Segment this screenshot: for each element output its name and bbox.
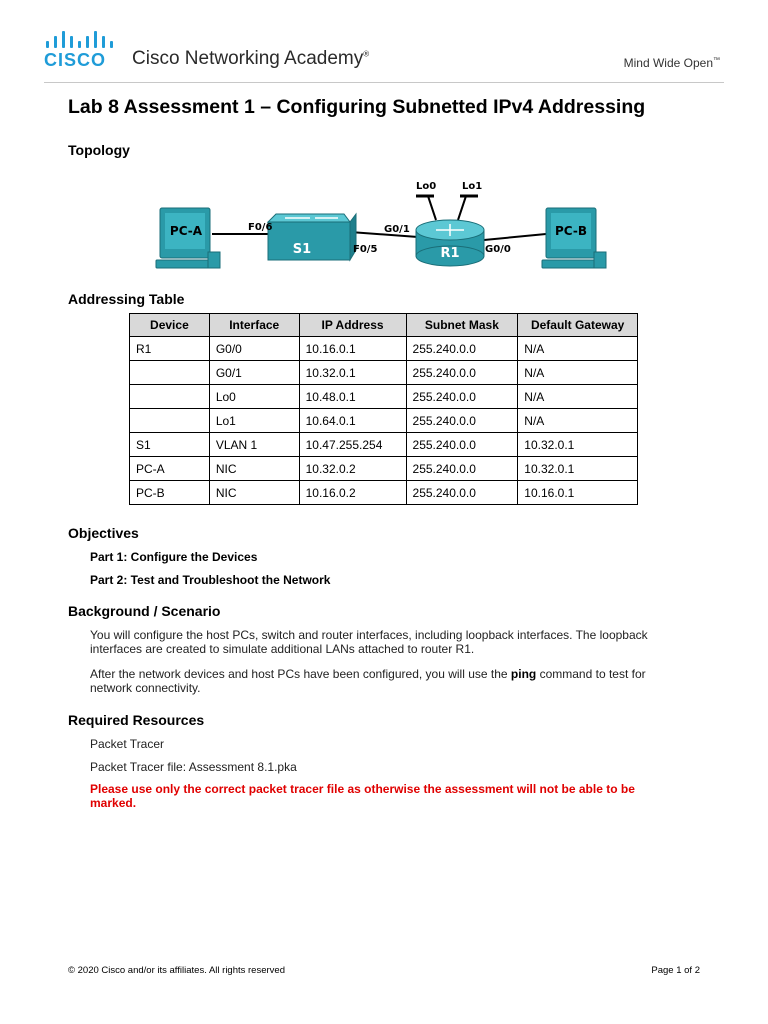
table-cell: 10.16.0.1	[299, 337, 406, 361]
table-row	[130, 433, 638, 457]
lo0-label: Lo0	[416, 181, 437, 192]
table-row	[130, 457, 638, 481]
background-heading: Background / Scenario	[68, 603, 221, 619]
table-cell: 255.240.0.0	[406, 385, 518, 409]
document-title: Lab 8 Assessment 1 – Configuring Subnetted IPv4 Addressing	[68, 96, 646, 118]
warning-note: Please use only the correct packet tracer file as otherwise the assessment will not be able to be marked.	[90, 782, 635, 810]
table-cell: N/A	[518, 385, 638, 409]
router-r1-label: R1	[440, 246, 460, 261]
cisco-logo	[44, 30, 116, 70]
lo0-stub	[428, 196, 436, 220]
footer-copyright: © 2020 Cisco and/or its affiliates. All rights reserved	[68, 965, 285, 976]
table-cell: N/A	[518, 409, 638, 433]
table-cell: VLAN 1	[209, 433, 299, 457]
topology-heading: Topology	[68, 142, 130, 158]
table-cell: 10.47.255.254	[299, 433, 406, 457]
background-paragraph-1: You will configure the host PCs, switch and router interfaces, including loopback interfaces. The loopback interfaces are created to simulate additional LANs attached to router R1.	[90, 628, 648, 656]
table-cell: 10.16.0.2	[299, 481, 406, 505]
table-row	[130, 481, 638, 505]
table-cell: 10.32.0.1	[518, 433, 638, 457]
table-cell: G0/0	[209, 337, 299, 361]
paragraph-text: command to test for network connectivity.	[90, 667, 646, 695]
brand-name	[132, 48, 369, 70]
table-cell: 10.32.0.2	[299, 457, 406, 481]
brand-text: Cisco Networking Academy	[132, 48, 364, 69]
table-cell: 255.240.0.0	[406, 337, 518, 361]
column-header: Device	[130, 314, 210, 337]
table-cell: 255.240.0.0	[406, 433, 518, 457]
resource-item-1: Packet Tracer	[90, 737, 165, 751]
column-header: Interface	[209, 314, 299, 337]
table-cell: 255.240.0.0	[406, 361, 518, 385]
table-cell: 10.64.0.1	[299, 409, 406, 433]
table-cell: N/A	[518, 337, 638, 361]
cisco-logo-text: CISCO	[44, 50, 107, 70]
tagline-text: Mind Wide Open	[623, 56, 713, 70]
table-cell: S1	[130, 433, 210, 457]
table-cell: R1	[130, 337, 210, 361]
switch-s1-icon	[268, 214, 356, 260]
addressing-heading: Addressing Table	[68, 291, 185, 307]
lo1-stub	[458, 196, 466, 220]
table-row	[130, 361, 638, 385]
table-cell: Lo0	[209, 385, 299, 409]
table-cell: 10.32.0.1	[518, 457, 638, 481]
port-g01-label: G0/1	[384, 224, 410, 235]
cisco-bars-icon	[44, 30, 116, 48]
pc-b-label: PC-B	[554, 224, 588, 238]
tagline-mark: ™	[713, 57, 720, 64]
table-row	[130, 337, 638, 361]
port-f05-label: F0/5	[353, 244, 378, 255]
resources-heading: Required Resources	[68, 712, 205, 728]
table-cell: 10.32.0.1	[299, 361, 406, 385]
addressing-table	[129, 313, 638, 505]
column-header: Subnet Mask	[406, 314, 518, 337]
column-header: Default Gateway	[518, 314, 638, 337]
header-divider	[44, 82, 724, 83]
port-f06-label: F0/6	[248, 222, 273, 233]
pc-b-icon	[542, 208, 606, 268]
brand-mark: ®	[363, 49, 370, 59]
tagline	[624, 56, 720, 70]
table-cell: NIC	[209, 457, 299, 481]
ping-command: ping	[510, 667, 537, 681]
table-cell: 10.48.0.1	[299, 385, 406, 409]
table-cell: PC-B	[130, 481, 210, 505]
footer-page-number: Page 1 of 2	[651, 965, 700, 976]
table-cell: N/A	[518, 361, 638, 385]
table-cell: 10.16.0.1	[518, 481, 638, 505]
objective-part1: Part 1: Configure the Devices	[90, 550, 258, 564]
table-cell	[130, 385, 210, 409]
table-cell: PC-A	[130, 457, 210, 481]
table-cell: G0/1	[209, 361, 299, 385]
objective-part2: Part 2: Test and Troubleshoot the Network	[90, 573, 331, 587]
pc-a-icon	[156, 208, 220, 268]
table-cell: NIC	[209, 481, 299, 505]
topology-diagram	[150, 172, 620, 282]
table-cell: 255.240.0.0	[406, 409, 518, 433]
table-row	[130, 409, 638, 433]
table-cell	[130, 361, 210, 385]
pc-a-label: PC-A	[169, 224, 203, 238]
port-g00-label: G0/0	[485, 244, 511, 255]
table-header-row	[130, 314, 638, 337]
column-header: IP Address	[299, 314, 406, 337]
table-cell: 255.240.0.0	[406, 481, 518, 505]
switch-s1-label: S1	[292, 242, 312, 257]
table-cell: 255.240.0.0	[406, 457, 518, 481]
table-cell: Lo1	[209, 409, 299, 433]
table-cell	[130, 409, 210, 433]
background-paragraph-2	[90, 667, 690, 695]
objectives-heading: Objectives	[68, 525, 139, 541]
resource-item-2: Packet Tracer file: Assessment 8.1.pka	[90, 760, 297, 774]
table-row	[130, 385, 638, 409]
lo1-label: Lo1	[462, 181, 483, 192]
link-r1-pcb	[484, 234, 546, 240]
paragraph-text: After the network devices and host PCs have been configured, you will use the	[90, 667, 511, 681]
